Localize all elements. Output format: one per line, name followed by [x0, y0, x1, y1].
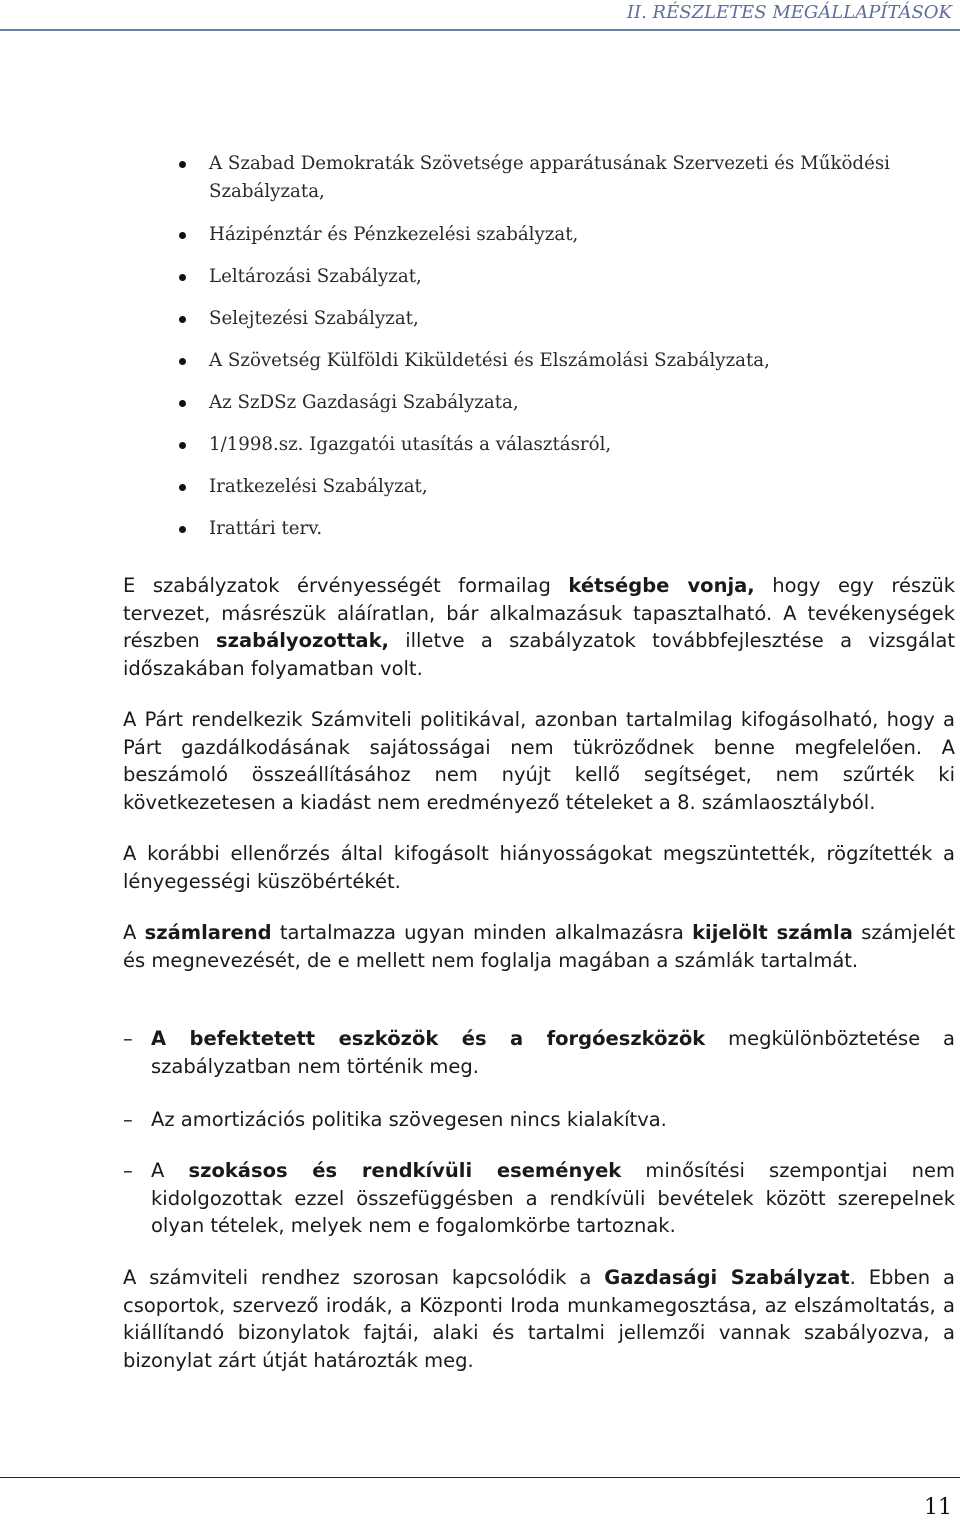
- page-number: 11: [924, 1495, 952, 1520]
- bullet-icon: [179, 526, 186, 533]
- list-item: Iratkezelési Szabályzat,: [123, 473, 958, 501]
- bullet-icon: [179, 274, 186, 281]
- dash-list-item: – A befektetett eszközök és a forgóeszközök megkülönböztetése a szabályzatban nem történik meg.: [123, 1027, 956, 1078]
- regulation-list: [123, 150, 958, 557]
- dash-marker: –: [123, 1108, 133, 1131]
- dash-marker: –: [123, 1027, 133, 1050]
- dash-marker: –: [123, 1159, 133, 1182]
- paragraph-previous-audit: A korábbi ellenőrzés által kifogásolt hiányosságokat megszüntették, rögzítették a lényegességi küszöbértékét.: [123, 842, 955, 893]
- dash-list-item: – Az amortizációs politika szövegesen nincs kialakítva.: [123, 1106, 955, 1134]
- list-item: Selejtezési Szabályzat,: [123, 305, 958, 333]
- bullet-icon: [179, 161, 186, 168]
- paragraph-accounting-policy: A Párt rendelkezik Számviteli politikával, azonban tartalmilag kifogásolható, hogy a Párt gazdálkodásának sajátosságai nem tükröződnek benne megfelelően. A beszámoló összeállításához nem nyújt kellő segítséget, nem szűrték ki következetesen a kiadást nem eredményező tételeket a 8. számlaosztályból.: [123, 708, 955, 814]
- bullet-icon: [179, 400, 186, 407]
- list-item: 1/1998.sz. Igazgatói utasítás a választásról,: [123, 431, 958, 459]
- list-item: Házipénztár és Pénzkezelési szabályzat,: [123, 221, 958, 249]
- list-item: A Szabad Demokraták Szövetsége apparátusának Szervezeti és Működési Szabályzata,: [123, 150, 958, 206]
- header-rule: [0, 29, 960, 31]
- bullet-icon: [179, 316, 186, 323]
- bullet-icon: [179, 358, 186, 365]
- running-header: II. RÉSZLETES MEGÁLLAPÍTÁSOK: [626, 2, 952, 23]
- paragraph-validity: E szabályzatok érvényességét formailag kétségbe vonja, hogy egy részük tervezet, másrészük aláíratlan, bár alkalmazásuk tapasztalható. A tevékenységek részben szabályozottak, illetve a szabályzatok továbbfejlesztése a vizsgálat időszakában folyamatban volt.: [123, 574, 955, 680]
- bullet-icon: [179, 484, 186, 491]
- dash-list-item: – A szokásos és rendkívüli események minősítési szempontjai nem kidolgozottak ezzel összefüggésben a rendkívüli bevételek között szerepelnek olyan tételek, melyek nem e fogalomkörbe tartoznak.: [123, 1159, 955, 1237]
- list-item: Irattári terv.: [123, 515, 958, 543]
- paragraph-chart-of-accounts: A számlarend tartalmazza ugyan minden alkalmazásra kijelölt számla számjelét és megnevezését, de e mellett nem foglalja magában a számlák tartalmát.: [123, 921, 956, 972]
- list-item: A Szövetség Külföldi Kiküldetési és Elszámolási Szabályzata,: [123, 347, 958, 375]
- list-item: Leltározási Szabályzat,: [123, 263, 958, 291]
- bullet-icon: [179, 232, 186, 239]
- list-item: Az SzDSz Gazdasági Szabályzata,: [123, 389, 958, 417]
- bullet-icon: [179, 442, 186, 449]
- footer-rule: [0, 1477, 960, 1478]
- paragraph-economic-regulation: A számviteli rendhez szorosan kapcsolódik a Gazdasági Szabályzat. Ebben a csoportok, szervező irodák, a Központi Iroda munkamegosztása, az elszámoltatás, a kiállítandó bizonylatok fajtái, alaki és tartalmi jellemzői vannak szabályozva, a bizonylat zárt útját határozták meg.: [123, 1266, 955, 1372]
